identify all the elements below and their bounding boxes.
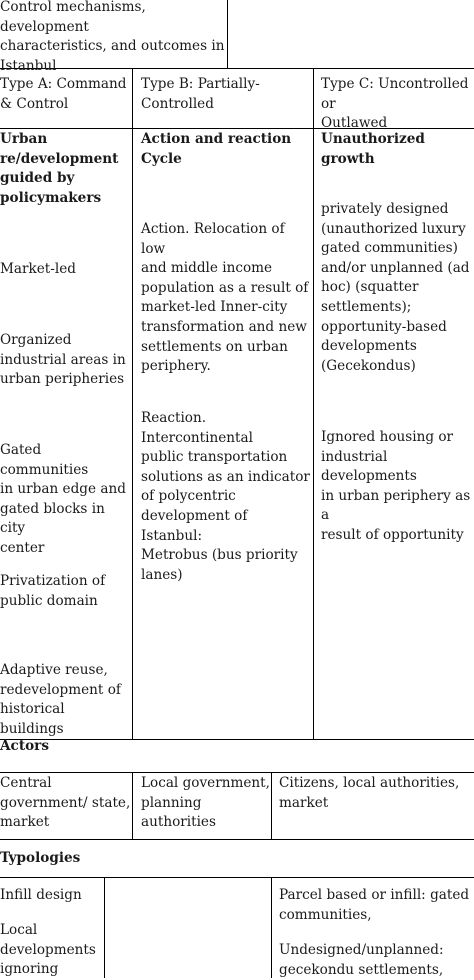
header-type-c: Type C: Uncontrolled or Outlawed xyxy=(321,76,469,132)
col-a-item: Privatization of public domain xyxy=(0,573,106,609)
divider xyxy=(0,877,474,878)
col-a-heading: Urban re/development guided by policymakers xyxy=(0,131,119,206)
actors-label: Actors xyxy=(0,738,49,754)
divider xyxy=(271,772,272,839)
header-type-a: Type A: Command & Control xyxy=(0,76,127,112)
col-a-item: Organized industrial areas in urban peripheries xyxy=(0,332,126,388)
col-a-item: Adaptive reuse, redevelopment of historical buildings xyxy=(0,662,121,737)
col-c-item: Ignored housing or industrial developments in urban periphery as a result of opportunity xyxy=(321,429,471,543)
col-b-heading: Action and reaction Cycle xyxy=(141,131,292,167)
actors-type-a: Central government/ state, market xyxy=(0,775,131,831)
typology-a-item: Infill design xyxy=(0,887,82,903)
table-title: Control mechanisms, development characteristics, and outcomes in Istanbul xyxy=(0,0,225,74)
divider xyxy=(132,68,133,739)
col-a-item: Gated communities in urban edge and gated blocks in city center xyxy=(0,442,126,556)
divider xyxy=(132,772,133,839)
col-a-item: Market-led xyxy=(0,261,76,277)
header-type-b: Type B: Partially- Controlled xyxy=(141,76,260,112)
typologies-label: Typologies xyxy=(0,850,81,866)
typology-c-item: Parcel based or infill: gated communities, xyxy=(279,887,470,923)
typology-c-item: Undesigned/unplanned: gecekondu settlements, xyxy=(279,942,444,978)
divider xyxy=(0,772,474,773)
col-b-action: Action. Relocation of low and middle income population as a result of market-led Inner-city transformation and new settlements on urban periphery. xyxy=(141,221,309,375)
typology-a-item: Local developments ignoring xyxy=(0,922,96,978)
divider xyxy=(271,877,272,978)
divider xyxy=(104,877,105,978)
divider xyxy=(313,68,314,739)
col-c-item: privately designed (unauthorized luxury gated communities) and/or unplanned (ad hoc) (squatter settlements); opportunity-based developments (Gecekondus) xyxy=(321,201,470,374)
actors-type-b: Local government, planning authorities xyxy=(141,775,270,831)
col-b-reaction: Reaction. Intercontinental public transportation solutions as an indicator of polycentric development of Istanbul: Metrobus (bus priority lanes) xyxy=(141,410,310,583)
col-c-heading: Unauthorized growth xyxy=(321,131,425,167)
divider xyxy=(227,0,228,68)
divider xyxy=(0,839,474,840)
actors-type-c: Citizens, local authorities, market xyxy=(279,775,460,811)
